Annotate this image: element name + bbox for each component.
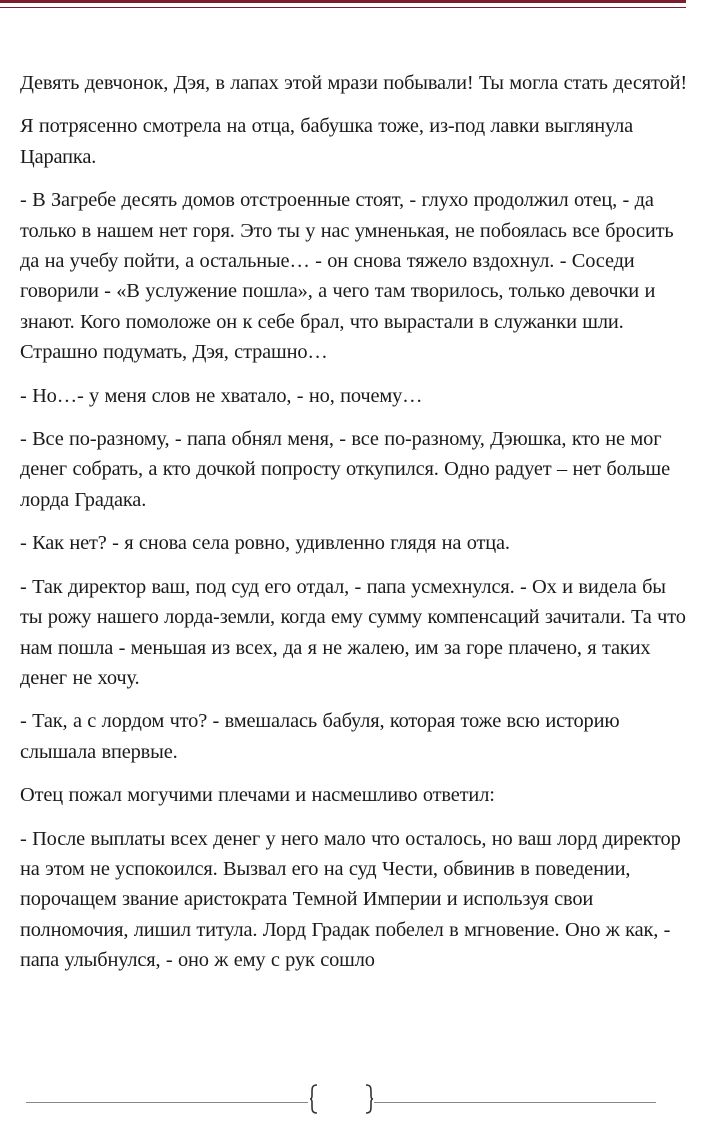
paragraph: - В Загребе десять домов отстроенные стоят, - глухо продолжил отец, - да только в нашем нет горя. Это ты у нас умненькая, не побоялась все бросить да на учебу пойти, а остальные… - он снова тяжело вздохнул. - Соседи говорили - «В услужение пошла», а чего там творилось, только девочки и знают. Кого помоложе он к себе брал, что вырастали в служанки шли. Страшно подумать, Дэя, страшно… (20, 189, 674, 364)
right-bracket-icon (364, 1084, 374, 1114)
footer-rule-left (26, 1102, 308, 1103)
paragraph: - Но…- у меня слов не хватало, - но, почему… (20, 384, 423, 407)
left-bracket-icon (309, 1084, 319, 1114)
header-rule-thick (0, 0, 686, 3)
page-body (20, 68, 692, 989)
paragraph: - Как нет? - я снова села ровно, удивленно глядя на отца. (20, 532, 510, 555)
paragraph: Я потрясенно смотрела на отца, бабушка тоже, из-под лавки выглянула Царапка. (20, 115, 634, 168)
page-footer (0, 1084, 708, 1120)
paragraph: Отец пожал могучими плечами и насмешливо ответил: (20, 784, 495, 807)
footer-rule-right (374, 1102, 656, 1103)
paragraph: - После выплаты всех денег у него мало что осталось, но ваш лорд директор на этом не успокоился. Вызвал его на суд Чести, обвинив в поведении, порочащем звание аристократа Темной Империи и используя свои полномочия, лишил титула. Лорд Градак побелел в мгновение. Оно ж как, - папа улыбнулся, - оно ж ему с рук сошло (20, 827, 681, 972)
header-rule-thin (0, 7, 686, 8)
paragraph: Девять девчонок, Дэя, в лапах этой мрази побывали! Ты могла стать десятой! (20, 72, 687, 94)
paragraph: - Так, а с лордом что? - вмешалась бабуля, которая тоже всю историю слышала впервые. (20, 710, 620, 763)
paragraph: - Все по-разному, - папа обнял меня, - все по-разному, Дэюшка, кто не мог денег собрать, а кто дочкой попросту откупился. Одно радует – нет больше лорда Градака. (20, 428, 670, 511)
paragraph: - Так директор ваш, под суд его отдал, - папа усмехнулся. - Ох и видела бы ты рожу нашего лорда-земли, когда ему сумму компенсаций зачитали. Та что нам пошла - меньшая из всех, да я не жалею, им за горе плачено, я таких денег не хочу. (20, 575, 686, 689)
